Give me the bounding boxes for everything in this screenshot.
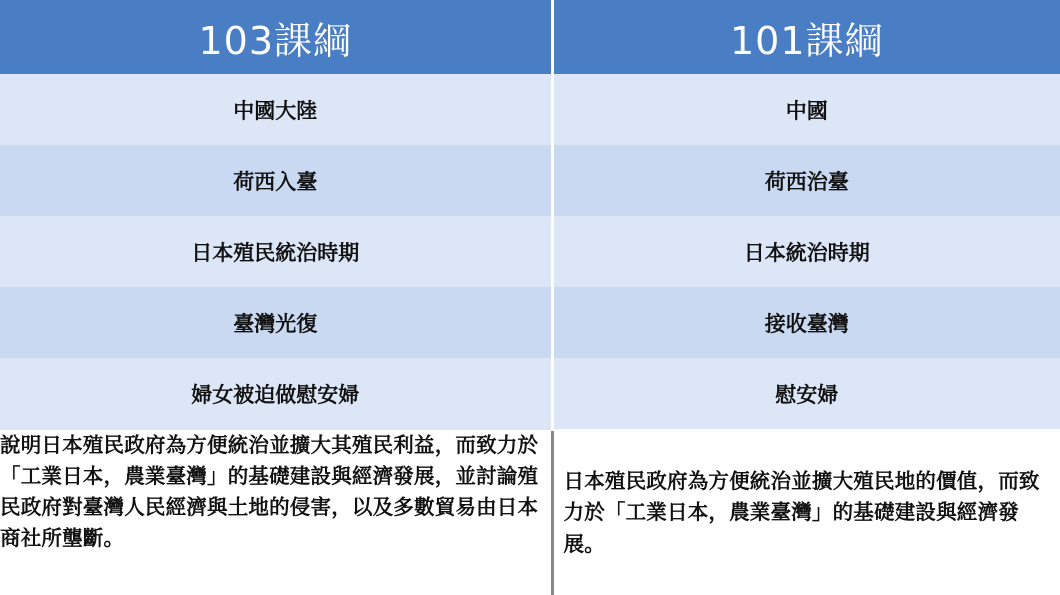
table-header-row <box>0 0 1060 74</box>
column-header-103: 103課綱 <box>0 0 552 74</box>
cell-101-term-5: 慰安婦 <box>552 358 1060 430</box>
note-103-description: 說明日本殖民政府為方便統治並擴大其殖民利益，而致力於「工業日本，農業臺灣」的基礎建設與經濟發展，並討論殖民政府對臺灣人民經濟與土地的侵害，以及多數貿易由日本商社所壟斷。 <box>0 430 552 595</box>
cell-103-term-2: 荷西入臺 <box>0 145 552 216</box>
cell-101-term-3: 日本統治時期 <box>552 216 1060 287</box>
note-101-description: 日本殖民政府為方便統治並擴大殖民地的價值，而致力於「工業日本，農業臺灣」的基礎建設與經濟發展。 <box>552 430 1060 595</box>
table-row <box>0 287 1060 358</box>
cell-103-term-4: 臺灣光復 <box>0 287 552 358</box>
table-row <box>0 358 1060 430</box>
table-row <box>0 74 1060 145</box>
cell-101-term-4: 接收臺灣 <box>552 287 1060 358</box>
table-row <box>0 145 1060 216</box>
cell-101-term-1: 中國 <box>552 74 1060 145</box>
column-header-101: 101課綱 <box>552 0 1060 74</box>
cell-103-term-3: 日本殖民統治時期 <box>0 216 552 287</box>
cell-103-term-5: 婦女被迫做慰安婦 <box>0 358 552 430</box>
table-note-row <box>0 430 1060 595</box>
cell-101-term-2: 荷西治臺 <box>552 145 1060 216</box>
cell-103-term-1: 中國大陸 <box>0 74 552 145</box>
table-row <box>0 216 1060 287</box>
